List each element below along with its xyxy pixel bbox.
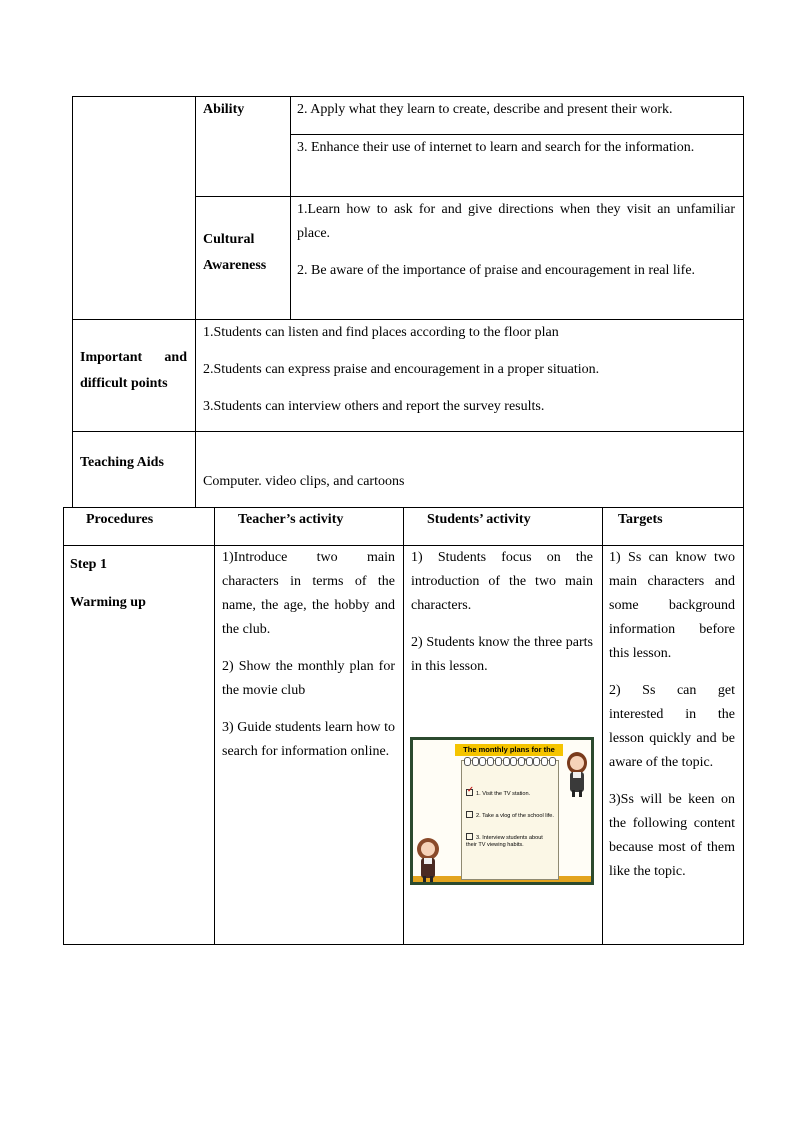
students-activity-cell [411,546,593,679]
plan-item-1 [466,785,554,798]
lower-col2-divider [403,507,404,945]
upper-table-top-border [72,96,744,97]
teacher-activity-2: 2) Show the monthly plan for the movie club [222,659,395,698]
step-name: Step 1 [70,557,107,572]
checkbox-icon [466,833,473,840]
target-3: 3)Ss will be keen on the following content because most of them like the topic. [609,792,735,879]
plan-item-1-text: 1. Visit the TV station. [476,791,531,797]
target-2: 2) Ss can get interested in the lesson quickly and be aware of the topic. [609,683,735,770]
important-label: Important and difficult points [80,350,187,391]
lower-left-border [63,507,64,945]
students-activity-2: 2) Students know the three parts in this lesson. [411,635,593,674]
targets-cell [609,546,735,884]
cultural-top-border [195,196,744,197]
teacher-activity-1: 1)Introduce two main characters in terms of the name, the age, the hobby and the club. [222,550,395,637]
slide-background [413,740,591,882]
teacher-activity-3: 3) Guide students learn how to search for information online. [222,720,395,759]
plan-item-3-text: 3. Interview students about their TV viewing habits. [466,835,543,848]
important-item-3: 3.Students can interview others and report the survey results. [203,399,545,414]
slide-title: The monthly plans for the [455,744,563,756]
upper-col1-divider [195,96,196,507]
lower-col3-divider [602,507,603,945]
header-students-activity: Students’ activity [427,512,531,527]
cultural-label-line2: Awareness [203,258,267,273]
important-item-2: 2.Students can express praise and encouragement in a proper situation. [203,362,600,377]
students-activity-1: 1) Students focus on the introduction of the two main characters. [411,550,593,613]
checkbox-icon [466,811,473,818]
upper-left-border [72,96,73,507]
upper-col2-divider [290,96,291,319]
cartoon-girl-right-icon [565,750,589,798]
teaching-aids-label: Teaching Aids [80,455,164,470]
ability-label: Ability [203,102,245,117]
plan-item-3 [466,833,554,849]
checked-box-icon: ✓ [467,785,474,794]
cultural-item-1: 1.Learn how to ask for and give directions when they visit an unfamiliar place. [297,202,735,241]
important-items [203,321,738,419]
cultural-item-2: 2. Be aware of the importance of praise and encouragement in real life. [297,263,696,278]
notepad [461,760,559,880]
important-item-1: 1.Students can listen and find places according to the floor plan [203,325,559,340]
teacher-activity-cell [222,546,395,764]
cultural-label-line1: Cultural [203,232,255,247]
cultural-items [297,198,735,283]
step-subtitle: Warming up [70,595,146,610]
plan-item-2 [466,811,554,820]
plan-item-2-text: 2. Take a vlog of the school life. [476,813,554,819]
lower-col1-divider [214,507,215,945]
lower-right-border [743,507,744,945]
header-targets: Targets [618,512,663,527]
notepad-rings [464,757,556,765]
step-cell [70,546,146,622]
teaching-aids-value: Computer. video clips, and cartoons [203,474,405,489]
target-1: 1) Ss can know two main characters and some background information before this lesson. [609,550,735,661]
header-teacher-activity: Teacher’s activity [238,512,344,527]
aids-top-border [72,431,744,432]
important-top-border [72,319,744,320]
header-procedures: Procedures [86,512,154,527]
cartoon-girl-left-icon [415,836,441,882]
ability-item-2: 2. Apply what they learn to create, describe and present their work. [297,102,673,117]
movie-club-plan-slide [410,737,594,885]
ability-divider [290,134,744,135]
cultural-label [203,227,266,279]
upper-right-border [743,96,744,507]
ability-item-3: 3. Enhance their use of internet to learn and search for the information. [297,140,695,155]
